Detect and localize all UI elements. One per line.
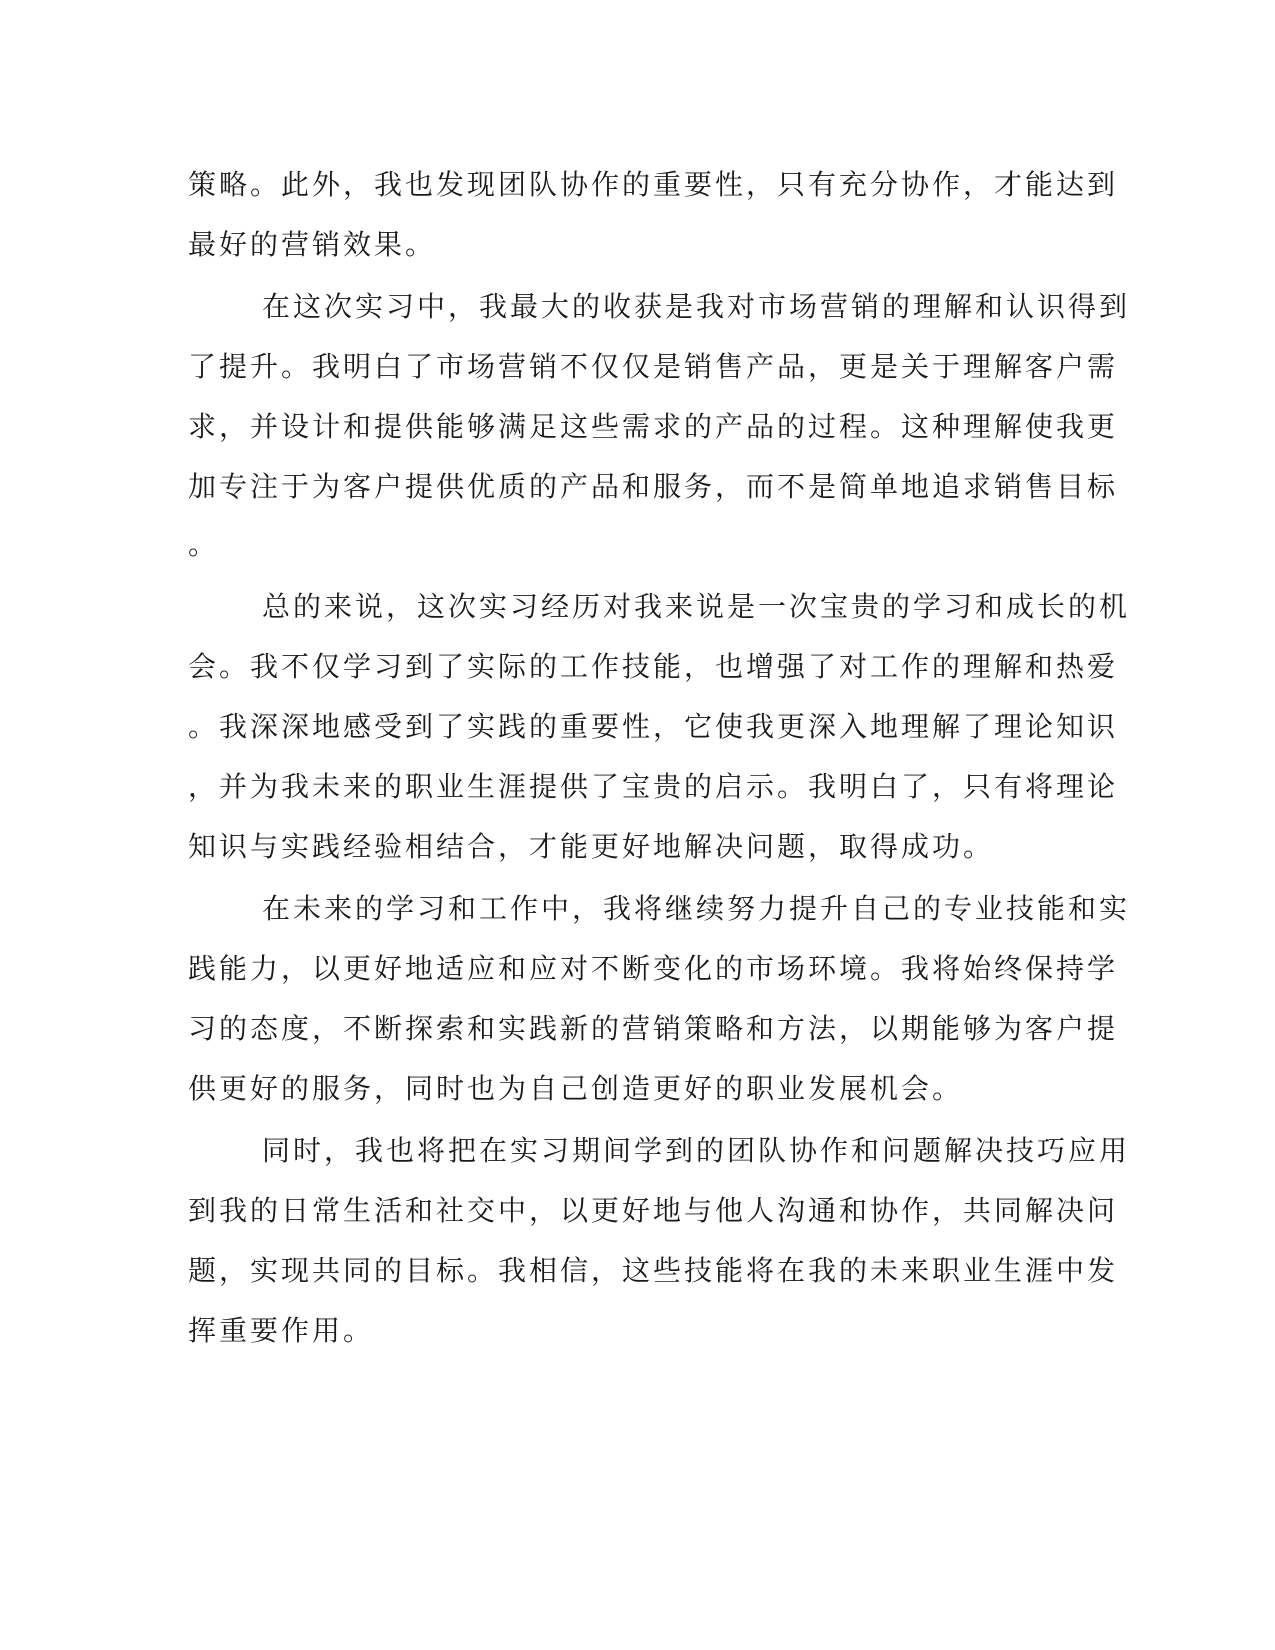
paragraph-4-line-4: 供更好的服务，同时也为自己创造更好的职业发展机会。 <box>188 1072 964 1105</box>
paragraph-2-line-2: 了提升。我明白了市场营销不仅仅是销售产品，更是关于理解客户需 <box>188 350 1119 383</box>
paragraph-2-line-5: 。 <box>188 528 220 561</box>
paragraph-5-line-4: 挥重要作用。 <box>188 1314 375 1347</box>
text-line-1: 策略。此外，我也发现团队协作的重要性，只有充分协作，才能达到 <box>188 168 1119 201</box>
paragraph-2-line-3: 求，并设计和提供能够满足这些需求的产品的过程。这种理解使我更 <box>188 410 1119 443</box>
paragraph-2-line-4: 加专注于为客户提供优质的产品和服务，而不是简单地追求销售目标 <box>188 470 1119 503</box>
paragraph-3-line-4: ，并为我未来的职业生涯提供了宝贵的启示。我明白了，只有将理论 <box>188 770 1119 803</box>
paragraph-5-line-2: 到我的日常生活和社交中，以更好地与他人沟通和协作，共同解决问 <box>188 1194 1119 1227</box>
text-line-2: 最好的营销效果。 <box>188 228 437 261</box>
paragraph-3-line-1: 总的来说，这次实习经历对我来说是一次宝贵的学习和成长的机 <box>262 590 1131 623</box>
paragraph-3-line-2: 会。我不仅学习到了实际的工作技能，也增强了对工作的理解和热爱 <box>188 650 1119 683</box>
paragraph-4-line-3: 习的态度，不断探索和实践新的营销策略和方法，以期能够为客户提 <box>188 1012 1119 1045</box>
paragraph-5-line-1: 同时，我也将把在实习期间学到的团队协作和问题解决技巧应用 <box>262 1134 1131 1167</box>
paragraph-2-line-1: 在这次实习中，我最大的收获是我对市场营销的理解和认识得到 <box>262 290 1131 323</box>
paragraph-4-line-1: 在未来的学习和工作中，我将继续努力提升自己的专业技能和实 <box>262 892 1131 925</box>
paragraph-4-line-2: 践能力，以更好地适应和应对不断变化的市场环境。我将始终保持学 <box>188 952 1119 985</box>
paragraph-3-line-5: 知识与实践经验相结合，才能更好地解决问题，取得成功。 <box>188 830 995 863</box>
paragraph-3-line-3: 。我深深地感受到了实践的重要性，它使我更深入地理解了理论知识 <box>188 710 1119 743</box>
paragraph-5-line-3: 题，实现共同的目标。我相信，这些技能将在我的未来职业生涯中发 <box>188 1254 1119 1287</box>
